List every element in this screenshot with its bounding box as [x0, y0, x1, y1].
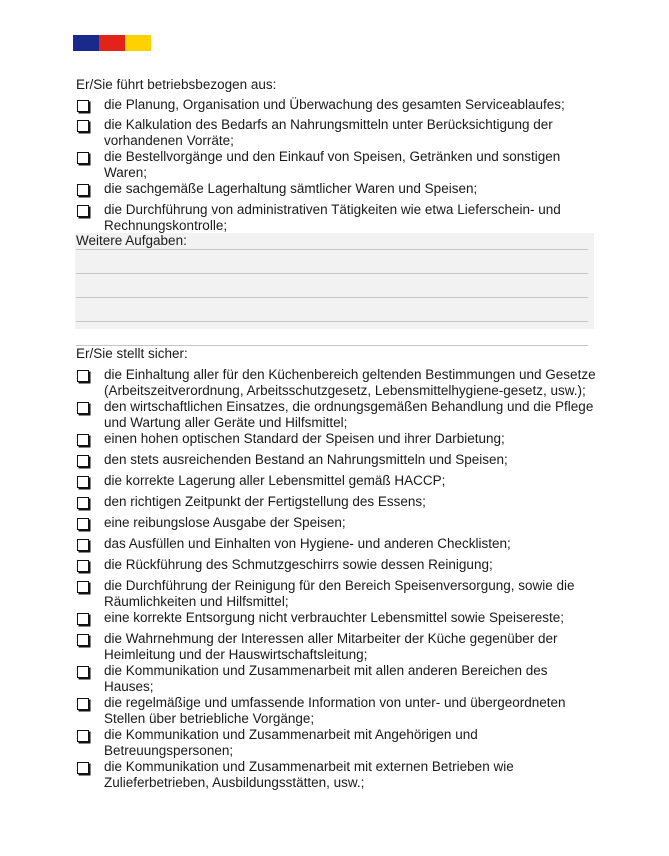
checklist-item [76, 117, 596, 149]
checkbox[interactable] [77, 581, 89, 593]
writing-line [76, 297, 588, 298]
checkbox[interactable] [77, 455, 89, 467]
checkbox[interactable] [77, 434, 89, 446]
checkbox[interactable] [77, 518, 89, 530]
checklist-item-text: die Kommunikation und Zusammenarbeit mit Angehörigen und Betreuungspersonen; [104, 727, 478, 758]
checklist-item-text: das Ausfüllen und Einhalten von Hygiene- und anderen Checklisten; [104, 536, 511, 551]
checkbox[interactable] [77, 497, 89, 509]
checkbox[interactable] [77, 539, 89, 551]
section1-heading: Er/Sie führt betriebsbezogen aus: [76, 77, 277, 92]
checkbox[interactable] [77, 120, 89, 132]
checklist-item [76, 202, 596, 234]
checklist-item-text: die Kommunikation und Zusammenarbeit mit allen anderen Bereichen des Hauses; [104, 663, 548, 694]
checklist-item [76, 494, 596, 510]
checklist-item-text: den stets ausreichenden Bestand an Nahrungsmitteln und Speisen; [104, 452, 508, 467]
writing-line [76, 273, 588, 274]
checklist-item-text: eine reibungslose Ausgabe der Speisen; [104, 515, 346, 530]
checklist-item [76, 663, 596, 695]
logo-color-bar [73, 35, 151, 51]
checklist-item [76, 695, 596, 727]
checklist-item-text: die Einhaltung aller für den Küchenbereich geltenden Bestimmungen und Gesetze (Arbeitszeitverordnung, Arbeitsschutzgesetz, Lebensmittelhygiene-gesetz, usw.); [104, 367, 596, 398]
checklist-item-text: die Planung, Organisation und Überwachung des gesamten Serviceablaufes; [104, 97, 565, 112]
checkbox[interactable] [77, 476, 89, 488]
section1-checklist [76, 97, 596, 234]
checklist-item [76, 631, 596, 663]
logo-blue-block [73, 35, 99, 51]
section2-heading: Er/Sie stellt sicher: [76, 346, 188, 361]
checkbox[interactable] [77, 666, 89, 678]
checkbox[interactable] [77, 370, 89, 382]
checkbox[interactable] [77, 184, 89, 196]
further-tasks-label: Weitere Aufgaben: [76, 233, 187, 248]
checklist-item [76, 557, 596, 573]
checklist-item [76, 610, 596, 626]
checklist-item [76, 149, 596, 181]
checklist-item-text: die Bestellvorgänge und den Einkauf von Speisen, Getränken und sonstigen Waren; [104, 149, 561, 180]
checklist-item [76, 727, 596, 759]
checklist-item-text: eine korrekte Entsorgung nicht verbrauchter Lebensmittel sowie Speisereste; [104, 610, 564, 625]
writing-line [76, 321, 588, 322]
checklist-item-text: die Kalkulation des Bedarfs an Nahrungsmitteln unter Berücksichtigung der vorhandenen Vorräte; [104, 117, 553, 148]
checklist-item [76, 181, 596, 197]
checkbox[interactable] [77, 402, 89, 414]
checklist-item-text: die Rückführung des Schmutzgeschirrs sowie dessen Reinigung; [104, 557, 493, 572]
writing-line [76, 249, 588, 250]
checklist-item-text: die regelmäßige und umfassende Information von unter- und übergeordneten Stellen über betriebliche Vorgänge; [104, 695, 566, 726]
checkbox[interactable] [77, 730, 89, 742]
checkbox[interactable] [77, 152, 89, 164]
checklist-item-text: die korrekte Lagerung aller Lebensmittel gemäß HACCP; [104, 473, 446, 488]
checklist-item-text: die Durchführung der Reinigung für den Bereich Speisenversorgung, sowie die Räumlichkeiten und Hilfsmittel; [104, 578, 575, 609]
checklist-item [76, 452, 596, 468]
checklist-item [76, 97, 596, 113]
checklist-item [76, 473, 596, 489]
checkbox[interactable] [77, 100, 89, 112]
checklist-item-text: die Kommunikation und Zusammenarbeit mit externen Betrieben wie Zulieferbetrieben, Ausbildungsstätten, usw.; [104, 759, 514, 790]
checklist-item-text: die sachgemäße Lagerhaltung sämtlicher Waren und Speisen; [104, 181, 478, 196]
checklist-item-text: einen hohen optischen Standard der Speisen und ihrer Darbietung; [104, 431, 505, 446]
checklist-item [76, 578, 596, 610]
logo-yellow-block [125, 35, 151, 51]
section2-checklist [76, 367, 596, 791]
checklist-item-text: den richtigen Zeitpunkt der Fertigstellung des Essens; [104, 494, 426, 509]
checklist-item [76, 759, 596, 791]
checkbox[interactable] [77, 205, 89, 217]
checklist-item [76, 399, 596, 431]
checkbox[interactable] [77, 613, 89, 625]
checklist-item [76, 515, 596, 531]
checklist-item-text: die Durchführung von administrativen Tätigkeiten wie etwa Lieferschein- und Rechnungskontrolle; [104, 202, 561, 233]
logo-red-block [99, 35, 125, 51]
checkbox[interactable] [77, 698, 89, 710]
checklist-item [76, 367, 596, 399]
checklist-item-text: die Wahrnehmung der Interessen aller Mitarbeiter der Küche gegenüber der Heimleitung und der Hauswirtschaftsleitung; [104, 631, 558, 662]
checklist-item [76, 431, 596, 447]
checkbox[interactable] [77, 560, 89, 572]
checklist-item [76, 536, 596, 552]
checklist-item-text: den wirtschaftlichen Einsatzes, die ordnungsgemäßen Behandlung und die Pflege und Wartung aller Geräte und Hilfsmittel; [104, 399, 594, 430]
checkbox[interactable] [77, 634, 89, 646]
checkbox[interactable] [77, 762, 89, 774]
